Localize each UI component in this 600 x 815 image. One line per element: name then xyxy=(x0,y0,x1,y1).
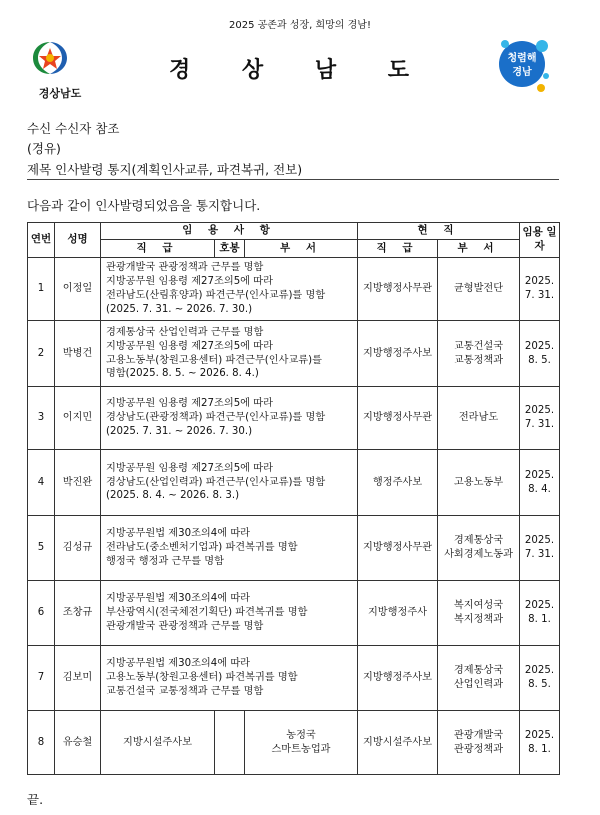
row-name xyxy=(55,387,101,450)
row-current-rank xyxy=(358,450,438,516)
row-current-rank xyxy=(358,581,438,646)
row-appointment-content-line: 지방공무원 임용령 제27조의5에 따라 xyxy=(106,462,273,474)
row-current-rank-line: 행정주사보 xyxy=(372,476,423,488)
row-current-dept xyxy=(438,387,520,450)
row-appointment-content xyxy=(101,387,358,450)
row-no xyxy=(28,321,55,387)
header-current: 현 직 xyxy=(358,223,520,240)
row-current-dept xyxy=(438,321,520,387)
table-row xyxy=(28,387,560,450)
header-appointment: 임 용 사 항 xyxy=(101,223,358,240)
row-current-dept-line: 전라남도 xyxy=(458,412,499,424)
row-appointment-content xyxy=(101,516,358,581)
row-appointment-content-line: 관광개발국 관광정책과 근무를 명함 xyxy=(106,620,264,632)
header-date: 임용 일자 xyxy=(520,223,560,258)
row-current-rank-line: 지방시설주사보 xyxy=(363,736,432,748)
row-appointment-content-line: 지방공무원 임용령 제27조의5에 따라 xyxy=(106,340,273,352)
row-no-line: 4 xyxy=(37,476,45,488)
row-appointment-content-line: 행정국 행정과 근무를 명함 xyxy=(106,555,224,567)
row-no xyxy=(28,711,55,775)
row-no xyxy=(28,258,55,321)
row-current-rank-line: 지방행정주사보 xyxy=(363,347,432,359)
row-current-rank xyxy=(358,516,438,581)
row-date-line: 7. 31. xyxy=(524,290,555,301)
integrity-logo-icon xyxy=(492,32,556,96)
row-current-dept-line: 관광정책과 xyxy=(453,743,504,755)
row-current-dept-line: 복지정책과 xyxy=(453,614,504,625)
row-no-line: 3 xyxy=(37,412,45,424)
row-date-line: 2025. xyxy=(524,600,555,612)
table-row xyxy=(28,258,560,321)
slogan: 2025 공존과 성장, 희망의 경남! xyxy=(229,20,371,31)
row-name xyxy=(55,516,101,581)
row-appointment-content-line: (2025. 7. 31. ~ 2026. 7. 30.) xyxy=(106,303,253,315)
row-appointment-content-line: 부산광역시(전국체전기획단) 파견복귀를 명함 xyxy=(106,607,308,619)
logo-text-line2: 경남 xyxy=(512,67,532,78)
row-name xyxy=(55,581,101,646)
row-current-rank-line: 지방행정주사 xyxy=(367,607,428,619)
row-current-dept xyxy=(438,581,520,646)
row-no-line: 2 xyxy=(37,347,45,359)
row-date-line: 8. 4. xyxy=(528,483,551,495)
row-current-dept xyxy=(438,516,520,581)
header-dept: 부 서 xyxy=(245,240,358,258)
row-appointment-content xyxy=(101,321,358,387)
row-date xyxy=(520,258,560,321)
row-date xyxy=(520,581,560,646)
header-rank: 직 급 xyxy=(101,240,215,258)
row-date-line: 7. 31. xyxy=(524,549,555,560)
row-appointment-content-line: 고용노동부(창원고용센터) 파견복귀를 명함 xyxy=(106,672,298,684)
row-current-dept-line: 경제통상국 xyxy=(453,535,504,547)
row-appointment-content xyxy=(101,450,358,516)
row-appointment-content-line: 전라남도(중소벤처기업과) 파견복귀를 명함 xyxy=(106,542,298,554)
subject: 제목 인사발령 통지(계획인사교류, 파견복귀, 전보) xyxy=(27,162,303,177)
row-appointment-content-line: 고용노동부(창원고용센터) 파견근무(인사교류)를 xyxy=(106,354,322,366)
row-dept-line: 스마트농업과 xyxy=(271,743,331,755)
row-appointment-content-line: 지방공무원법 제30조의4에 따라 xyxy=(106,528,251,540)
row-rank xyxy=(101,711,215,775)
row-dept-line: 농정국 xyxy=(286,729,316,741)
row-date-line: 8. 5. xyxy=(528,354,551,366)
row-date-line: 8. 1. xyxy=(528,743,551,755)
logo-text-line1: 청렴해 xyxy=(507,53,537,64)
appointment-table xyxy=(27,222,560,775)
row-date-line: 2025. xyxy=(524,729,555,741)
row-current-dept-line: 교통건설국 xyxy=(453,340,504,352)
intro-text: 다음과 같이 인사발령되었음을 통지합니다. xyxy=(27,198,261,213)
row-name xyxy=(55,321,101,387)
row-current-dept xyxy=(438,646,520,711)
row-date xyxy=(520,321,560,387)
row-no-line: 8 xyxy=(37,736,45,748)
row-date-line: 2025. xyxy=(524,405,555,417)
row-step xyxy=(215,711,245,775)
row-current-rank-line: 지방행정사무관 xyxy=(363,412,432,424)
table-row xyxy=(28,711,560,775)
row-date-line: 8. 1. xyxy=(528,614,551,625)
row-current-rank xyxy=(358,711,438,775)
row-appointment-content-line: 교통건설국 교통정책과 근무를 명함 xyxy=(106,685,264,697)
recipient: 수신 수신자 참조 xyxy=(27,121,120,136)
row-date xyxy=(520,711,560,775)
row-appointment-content-line: 경제통상국 산업인력과 근무를 명함 xyxy=(106,326,264,338)
row-appointment-content-line: 전라남도(산림휴양과) 파견근무(인사교류)를 명함 xyxy=(106,290,326,301)
row-date xyxy=(520,646,560,711)
header-name: 성명 xyxy=(55,223,101,258)
row-name xyxy=(55,258,101,321)
header-cur-dept: 부 서 xyxy=(438,240,520,258)
row-name-line: 이정일 xyxy=(62,283,93,295)
row-name-line: 이지민 xyxy=(62,412,93,424)
row-no xyxy=(28,581,55,646)
row-date-line: 2025. xyxy=(524,535,555,547)
table-row xyxy=(28,516,560,581)
row-appointment-content xyxy=(101,258,358,321)
row-date-line: 2025. xyxy=(524,340,555,352)
end-mark: 끝. xyxy=(27,792,44,807)
row-appointment-content-line: 지방공무원 임용령 제27조의5에 따라 xyxy=(106,398,273,410)
row-appointment-content-line: (2025. 8. 4. ~ 2026. 8. 3.) xyxy=(106,490,240,502)
row-no-line: 6 xyxy=(37,607,45,619)
row-date-line: 8. 5. xyxy=(528,679,551,690)
row-name-line: 유승철 xyxy=(62,736,93,748)
row-date-line: 2025. xyxy=(524,276,555,288)
row-appointment-content-line: 지방공무원 임용령 제27조의5에 따라 xyxy=(106,276,273,288)
org-logo-text: 경상남도 xyxy=(38,87,82,100)
header-step: 호봉 xyxy=(215,240,245,258)
row-current-dept-line: 교통정책과 xyxy=(453,354,504,366)
row-name-line: 조창규 xyxy=(62,607,93,619)
row-date xyxy=(520,516,560,581)
row-name xyxy=(55,450,101,516)
row-date-line: 2025. xyxy=(524,469,555,481)
subject-divider xyxy=(27,179,559,180)
row-appointment-content-line: 지방공무원법 제30조의4에 따라 xyxy=(106,593,251,605)
row-appointment-content-line: 경상남도(산업인력과) 파견근무(인사교류)를 명함 xyxy=(106,476,326,488)
row-current-dept xyxy=(438,711,520,775)
row-no-line: 5 xyxy=(37,542,45,554)
row-no xyxy=(28,387,55,450)
row-current-dept-line: 균형발전단 xyxy=(453,283,504,295)
row-no xyxy=(28,516,55,581)
row-current-dept xyxy=(438,258,520,321)
row-current-rank xyxy=(358,258,438,321)
row-name-line: 박병건 xyxy=(62,347,93,359)
row-current-rank xyxy=(358,646,438,711)
document-title: 경 상 남 도 xyxy=(169,58,431,83)
row-current-dept-line: 고용노동부 xyxy=(453,476,504,488)
header-cur-rank: 직 급 xyxy=(358,240,438,258)
row-appointment-content-line: 관광개발국 관광정책과 근무를 명함 xyxy=(106,262,264,274)
row-current-dept-line: 산업인력과 xyxy=(453,679,504,690)
row-date-line: 2025. xyxy=(524,665,555,677)
row-appointment-content xyxy=(101,646,358,711)
row-appointment-content-line: (2025. 7. 31. ~ 2026. 7. 30.) xyxy=(106,425,253,437)
header-no: 연번 xyxy=(28,223,55,258)
row-current-dept-line: 복지여성국 xyxy=(453,600,504,612)
row-name-line: 김보미 xyxy=(62,672,93,684)
table-row xyxy=(28,321,560,387)
row-current-rank-line: 지방행정사무관 xyxy=(363,283,432,295)
row-date xyxy=(520,450,560,516)
row-rank-line: 지방시설주사보 xyxy=(123,736,192,748)
table-row xyxy=(28,450,560,516)
table-row xyxy=(28,646,560,711)
via: (경유) xyxy=(27,141,61,156)
row-no-line: 1 xyxy=(37,283,45,295)
row-appointment-content-line: 지방공무원법 제30조의4에 따라 xyxy=(106,658,251,670)
row-current-rank xyxy=(358,387,438,450)
table-row xyxy=(28,581,560,646)
row-name xyxy=(55,711,101,775)
row-appointment-content-line: 경상남도(관광정책과) 파견근무(인사교류)를 명함 xyxy=(106,412,326,424)
row-dept xyxy=(245,711,358,775)
row-current-dept-line: 사회경제노동과 xyxy=(444,549,513,560)
row-no xyxy=(28,450,55,516)
row-name-line: 박진완 xyxy=(62,476,93,488)
row-appointment-content-line: 명함(2025. 8. 5. ~ 2026. 8. 4.) xyxy=(106,368,259,380)
row-current-rank xyxy=(358,321,438,387)
row-date-line: 7. 31. xyxy=(524,419,555,430)
row-name-line: 김성규 xyxy=(62,542,93,554)
row-no xyxy=(28,646,55,711)
row-current-rank-line: 지방행정사무관 xyxy=(363,542,432,554)
row-current-dept-line: 관광개발국 xyxy=(453,729,504,741)
row-current-rank-line: 지방행정주사보 xyxy=(363,672,432,684)
row-current-dept xyxy=(438,450,520,516)
row-name xyxy=(55,646,101,711)
row-appointment-content xyxy=(101,581,358,646)
row-no-line: 7 xyxy=(37,672,45,684)
row-current-dept-line: 경제통상국 xyxy=(453,665,504,677)
row-date xyxy=(520,387,560,450)
